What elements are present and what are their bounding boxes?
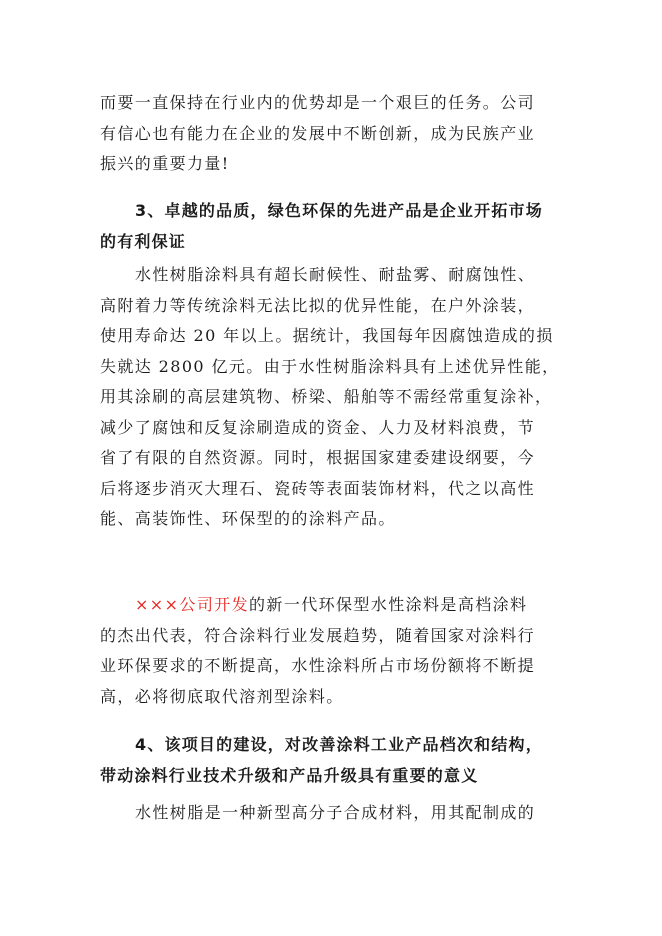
paragraph-continuation xyxy=(100,88,560,180)
heading-line: 4、该项目的建设，对改善涂料工业产品档次和结构， xyxy=(135,735,543,754)
paragraph-3a xyxy=(100,260,560,535)
heading-line: 的有利保证 xyxy=(100,231,187,251)
highlighted-company-text: ×××公司开发 xyxy=(135,595,250,614)
paragraph-line: 用其涂刷的高层建筑物、桥梁、船舶等不需经常重复涂补， xyxy=(100,387,553,406)
paragraph-line: 后将逐步消灭大理石、瓷砖等表面装饰材料，代之以高性 xyxy=(100,478,536,498)
paragraph-4 xyxy=(100,798,560,829)
paragraph-line: 失就达 2800 亿元。由于水性树脂涂料具有上述优异性能， xyxy=(100,356,560,376)
paragraph-line: 减少了腐蚀和反复涂刷造成的资金、人力及材料浪费，节 xyxy=(100,417,536,437)
paragraph-line: 使用寿命达 20 年以上。据统计，我国每年因腐蚀造成的损 xyxy=(100,326,554,345)
paragraph-line: 水性树脂涂料具有超长耐候性、耐盐雾、耐腐蚀性、 xyxy=(135,265,536,284)
paragraph-line: 振兴的重要力量! xyxy=(100,154,230,173)
paragraph-text: 的新一代环保型水性涂料是高档涂料 xyxy=(249,595,528,614)
section-heading-4 xyxy=(100,730,560,791)
paragraph-line: 能、高装饰性、环保型的的涂料产品。 xyxy=(100,509,396,528)
heading-line: 3、卓越的品质，绿色环保的先进产品是企业开拓市场 xyxy=(135,201,543,220)
paragraph-line: 高，必将彻底取代溶剂型涂料。 xyxy=(100,686,344,706)
heading-line: 带动涂料行业技术升级和产品升级具有重要的意义 xyxy=(100,765,479,785)
paragraph-line: 高附着力等传统涂料无法比拟的优异性能，在户外涂装， xyxy=(100,295,536,315)
paragraph-line: 业环保要求的不断提高，水性涂料所占市场份额将不断提 xyxy=(100,656,536,675)
paragraph-line: 省了有限的自然资源。同时，根据国家建委建设纲要，今 xyxy=(100,448,536,467)
paragraph-line xyxy=(100,590,560,621)
paragraph-line: 水性树脂是一种新型高分子合成材料，用其配制成的 xyxy=(135,803,536,822)
paragraph-3b xyxy=(100,590,560,712)
paragraph-line: 而要一直保持在行业内的优势却是一个艰巨的任务。公司 xyxy=(100,93,536,112)
section-heading-3 xyxy=(100,196,560,257)
paragraph-line: 有信心也有能力在企业的发展中不断创新，成为民族产业 xyxy=(100,123,536,143)
paragraph-line: 的杰出代表，符合涂料行业发展趋势，随着国家对涂料行 xyxy=(100,625,536,645)
